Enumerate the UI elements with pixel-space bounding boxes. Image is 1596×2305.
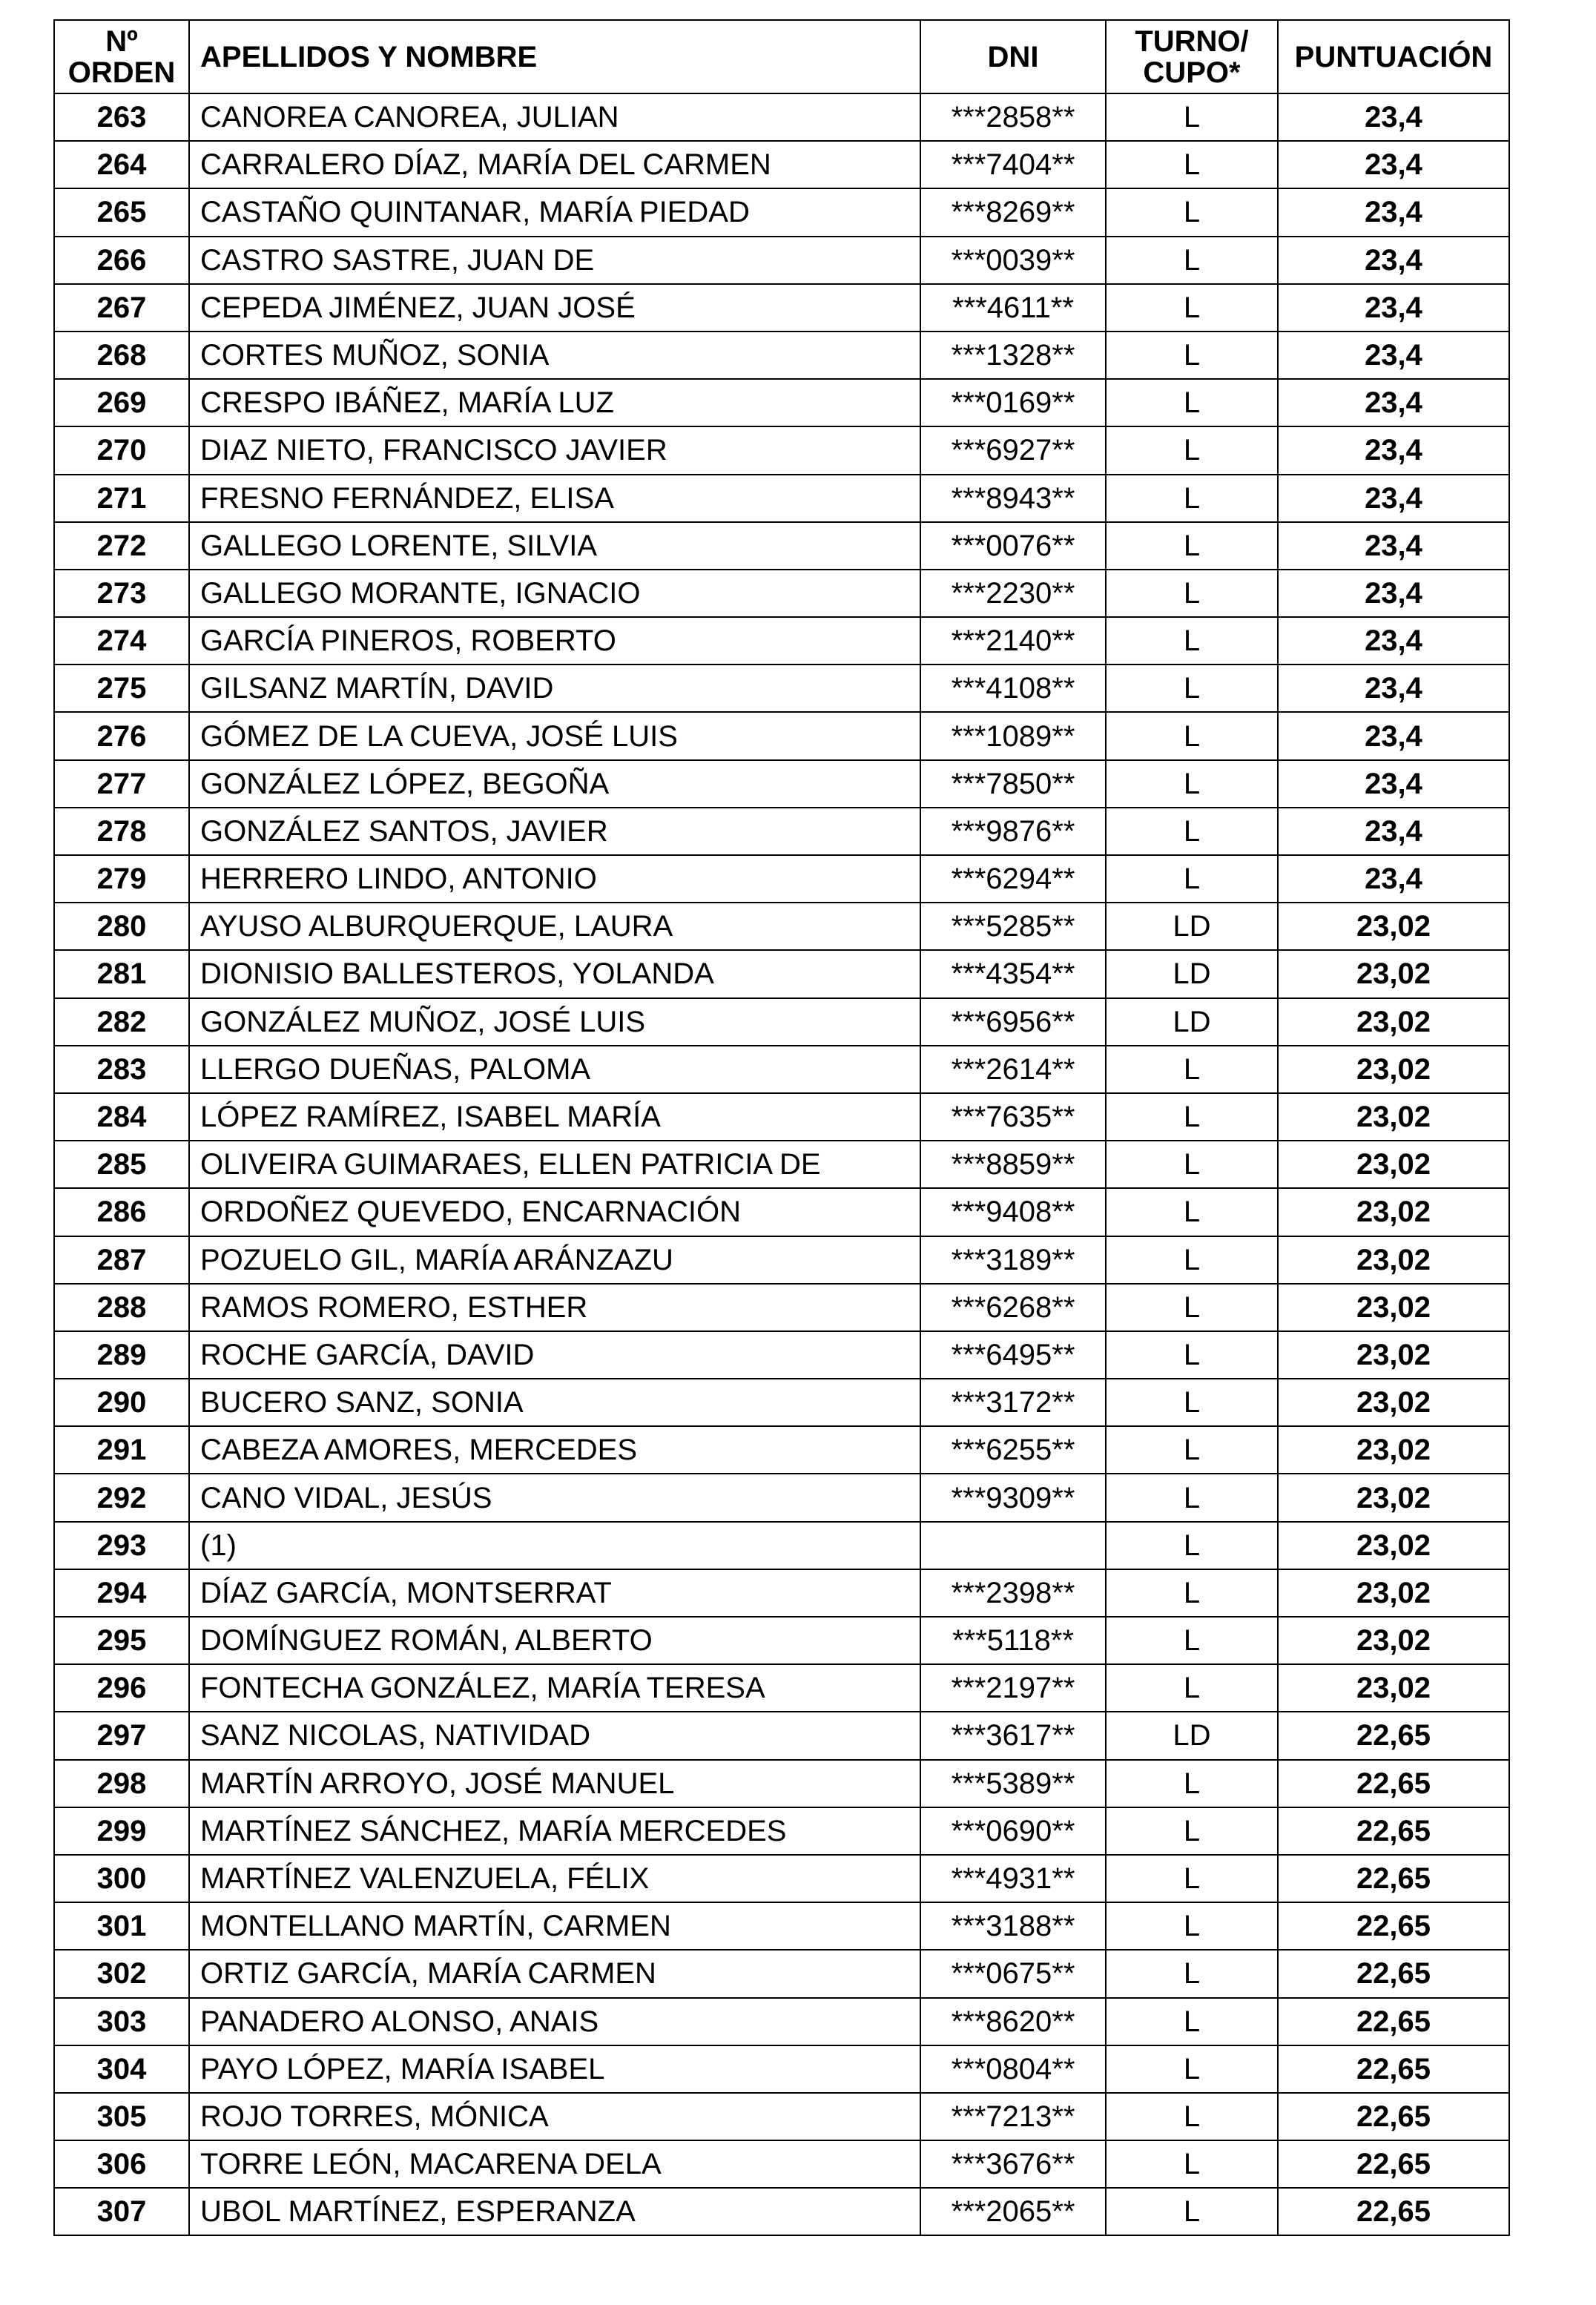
cell-name: ORDOÑEZ QUEVEDO, ENCARNACIÓN: [189, 1188, 920, 1236]
cell-order: 286: [54, 1188, 189, 1236]
cell-turno: L: [1106, 1379, 1278, 1426]
header-dni: DNI: [920, 20, 1106, 93]
cell-turno: L: [1106, 426, 1278, 474]
cell-turno: L: [1106, 1474, 1278, 1521]
table-row: [54, 1760, 1509, 1807]
cell-order: 269: [54, 379, 189, 426]
cell-dni: ***1328**: [920, 332, 1106, 379]
cell-turno: L: [1106, 1141, 1278, 1188]
cell-dni: ***0076**: [920, 522, 1106, 570]
cell-score: 23,4: [1278, 284, 1509, 332]
cell-score: 23,4: [1278, 665, 1509, 712]
cell-name: CABEZA AMORES, MERCEDES: [189, 1426, 920, 1474]
cell-turno: L: [1106, 808, 1278, 855]
cell-order: 305: [54, 2093, 189, 2140]
cell-turno: LD: [1106, 1712, 1278, 1759]
cell-dni: ***0039**: [920, 237, 1106, 284]
cell-dni: ***9876**: [920, 808, 1106, 855]
cell-dni: ***0169**: [920, 379, 1106, 426]
cell-order: 267: [54, 284, 189, 332]
cell-dni: [920, 1522, 1106, 1569]
table-row: [54, 950, 1509, 997]
cell-order: 268: [54, 332, 189, 379]
cell-score: 23,02: [1278, 1426, 1509, 1474]
header-turno-line2: CUPO*: [1143, 56, 1241, 89]
table-row: [54, 2140, 1509, 2188]
cell-score: 23,02: [1278, 903, 1509, 950]
table-row: [54, 855, 1509, 903]
header-turno-line1: TURNO/: [1135, 24, 1249, 58]
cell-turno: L: [1106, 1902, 1278, 1950]
cell-name: GALLEGO LORENTE, SILVIA: [189, 522, 920, 570]
table-row: [54, 332, 1509, 379]
cell-order: 289: [54, 1331, 189, 1379]
cell-dni: ***3172**: [920, 1379, 1106, 1426]
cell-score: 23,02: [1278, 1141, 1509, 1188]
cell-order: 276: [54, 712, 189, 759]
cell-score: 23,02: [1278, 998, 1509, 1046]
cell-dni: ***7850**: [920, 760, 1106, 808]
cell-name: CRESPO IBÁÑEZ, MARÍA LUZ: [189, 379, 920, 426]
cell-score: 23,4: [1278, 237, 1509, 284]
cell-order: 304: [54, 2045, 189, 2093]
cell-turno: L: [1106, 1046, 1278, 1093]
cell-name: GÓMEZ DE LA CUEVA, JOSÉ LUIS: [189, 712, 920, 759]
cell-dni: ***2398**: [920, 1569, 1106, 1617]
cell-dni: ***2614**: [920, 1046, 1106, 1093]
cell-turno: L: [1106, 1807, 1278, 1855]
table-row: [54, 1569, 1509, 1617]
cell-score: 23,02: [1278, 1188, 1509, 1236]
cell-order: 307: [54, 2188, 189, 2235]
cell-turno: L: [1106, 2045, 1278, 2093]
cell-name: CARRALERO DÍAZ, MARÍA DEL CARMEN: [189, 141, 920, 188]
cell-score: 23,4: [1278, 475, 1509, 522]
cell-dni: ***8859**: [920, 1141, 1106, 1188]
cell-order: 274: [54, 617, 189, 665]
table-row: [54, 570, 1509, 617]
cell-dni: ***1089**: [920, 712, 1106, 759]
cell-score: 22,65: [1278, 1807, 1509, 1855]
cell-score: 23,4: [1278, 712, 1509, 759]
cell-score: 23,4: [1278, 379, 1509, 426]
table-row: [54, 1807, 1509, 1855]
cell-turno: L: [1106, 1522, 1278, 1569]
table-body: [54, 93, 1509, 2235]
cell-score: 23,4: [1278, 426, 1509, 474]
cell-dni: ***4931**: [920, 1855, 1106, 1902]
table-row: [54, 237, 1509, 284]
cell-order: 290: [54, 1379, 189, 1426]
cell-score: 23,02: [1278, 1474, 1509, 1521]
cell-name: RAMOS ROMERO, ESTHER: [189, 1284, 920, 1331]
cell-dni: ***0690**: [920, 1807, 1106, 1855]
cell-name: GALLEGO MORANTE, IGNACIO: [189, 570, 920, 617]
table-row: [54, 998, 1509, 1046]
cell-turno: L: [1106, 475, 1278, 522]
cell-name: POZUELO GIL, MARÍA ARÁNZAZU: [189, 1236, 920, 1284]
cell-score: 23,02: [1278, 1617, 1509, 1664]
table-row: [54, 1712, 1509, 1759]
cell-order: 303: [54, 1998, 189, 2045]
cell-order: 300: [54, 1855, 189, 1902]
cell-name: ROJO TORRES, MÓNICA: [189, 2093, 920, 2140]
cell-name: (1): [189, 1522, 920, 1569]
cell-turno: L: [1106, 379, 1278, 426]
table-row: [54, 1902, 1509, 1950]
cell-turno: L: [1106, 2093, 1278, 2140]
cell-name: ORTIZ GARCÍA, MARÍA CARMEN: [189, 1950, 920, 1997]
cell-order: 306: [54, 2140, 189, 2188]
table-row: [54, 2188, 1509, 2235]
cell-turno: L: [1106, 1664, 1278, 1712]
cell-turno: L: [1106, 1569, 1278, 1617]
cell-turno: L: [1106, 760, 1278, 808]
cell-turno: L: [1106, 332, 1278, 379]
cell-name: GONZÁLEZ MUÑOZ, JOSÉ LUIS: [189, 998, 920, 1046]
header-order-line1: Nº: [105, 24, 138, 58]
cell-name: CANOREA CANOREA, JULIAN: [189, 93, 920, 141]
cell-order: 278: [54, 808, 189, 855]
table-row: [54, 1141, 1509, 1188]
results-table: [53, 19, 1510, 2236]
cell-dni: ***3189**: [920, 1236, 1106, 1284]
cell-turno: L: [1106, 1950, 1278, 1997]
cell-score: 22,65: [1278, 2140, 1509, 2188]
cell-name: TORRE LEÓN, MACARENA DELA: [189, 2140, 920, 2188]
cell-dni: ***2065**: [920, 2188, 1106, 2235]
cell-dni: ***9309**: [920, 1474, 1106, 1521]
cell-score: 23,02: [1278, 1379, 1509, 1426]
table-row: [54, 1664, 1509, 1712]
cell-turno: L: [1106, 1617, 1278, 1664]
table-row: [54, 1522, 1509, 1569]
cell-score: 23,4: [1278, 570, 1509, 617]
cell-turno: L: [1106, 1855, 1278, 1902]
cell-turno: L: [1106, 141, 1278, 188]
cell-dni: ***2197**: [920, 1664, 1106, 1712]
cell-dni: ***7404**: [920, 141, 1106, 188]
cell-dni: ***9408**: [920, 1188, 1106, 1236]
cell-order: 301: [54, 1902, 189, 1950]
table-row: [54, 1998, 1509, 2045]
table-row: [54, 712, 1509, 759]
cell-name: FONTECHA GONZÁLEZ, MARÍA TERESA: [189, 1664, 920, 1712]
cell-dni: ***3188**: [920, 1902, 1106, 1950]
cell-name: PANADERO ALONSO, ANAIS: [189, 1998, 920, 2045]
cell-order: 293: [54, 1522, 189, 1569]
table-row: [54, 522, 1509, 570]
cell-turno: L: [1106, 1093, 1278, 1141]
cell-score: 23,4: [1278, 855, 1509, 903]
table-row: [54, 808, 1509, 855]
header-turno: [1106, 20, 1278, 93]
header-name: APELLIDOS Y NOMBRE: [189, 20, 920, 93]
table-row: [54, 1046, 1509, 1093]
cell-order: 265: [54, 188, 189, 236]
cell-turno: L: [1106, 2140, 1278, 2188]
cell-order: 295: [54, 1617, 189, 1664]
cell-order: 270: [54, 426, 189, 474]
cell-name: CORTES MUÑOZ, SONIA: [189, 332, 920, 379]
cell-dni: ***3676**: [920, 2140, 1106, 2188]
cell-dni: ***2140**: [920, 617, 1106, 665]
cell-order: 272: [54, 522, 189, 570]
cell-name: FRESNO FERNÁNDEZ, ELISA: [189, 475, 920, 522]
cell-score: 22,65: [1278, 1855, 1509, 1902]
table-row: [54, 760, 1509, 808]
cell-name: UBOL MARTÍNEZ, ESPERANZA: [189, 2188, 920, 2235]
cell-score: 23,02: [1278, 1569, 1509, 1617]
cell-turno: L: [1106, 712, 1278, 759]
cell-turno: LD: [1106, 903, 1278, 950]
table-row: [54, 475, 1509, 522]
cell-dni: ***5118**: [920, 1617, 1106, 1664]
table-row: [54, 1284, 1509, 1331]
cell-score: 22,65: [1278, 1760, 1509, 1807]
cell-name: CANO VIDAL, JESÚS: [189, 1474, 920, 1521]
cell-order: 283: [54, 1046, 189, 1093]
table-row: [54, 665, 1509, 712]
cell-name: GARCÍA PINEROS, ROBERTO: [189, 617, 920, 665]
cell-order: 294: [54, 1569, 189, 1617]
table-row: [54, 2045, 1509, 2093]
cell-score: 23,4: [1278, 188, 1509, 236]
cell-name: CASTAÑO QUINTANAR, MARÍA PIEDAD: [189, 188, 920, 236]
table-row: [54, 379, 1509, 426]
table-row: [54, 93, 1509, 141]
cell-order: 282: [54, 998, 189, 1046]
table-row: [54, 617, 1509, 665]
cell-name: MARTÍNEZ VALENZUELA, FÉLIX: [189, 1855, 920, 1902]
cell-order: 298: [54, 1760, 189, 1807]
cell-dni: ***6268**: [920, 1284, 1106, 1331]
cell-turno: L: [1106, 1426, 1278, 1474]
cell-name: LÓPEZ RAMÍREZ, ISABEL MARÍA: [189, 1093, 920, 1141]
cell-score: 22,65: [1278, 1950, 1509, 1997]
table-row: [54, 1379, 1509, 1426]
table-row: [54, 188, 1509, 236]
table-row: [54, 1855, 1509, 1902]
cell-name: HERRERO LINDO, ANTONIO: [189, 855, 920, 903]
cell-name: GONZÁLEZ LÓPEZ, BEGOÑA: [189, 760, 920, 808]
cell-turno: L: [1106, 2188, 1278, 2235]
cell-name: GONZÁLEZ SANTOS, JAVIER: [189, 808, 920, 855]
cell-dni: ***4108**: [920, 665, 1106, 712]
cell-name: CEPEDA JIMÉNEZ, JUAN JOSÉ: [189, 284, 920, 332]
cell-order: 275: [54, 665, 189, 712]
cell-name: MARTÍNEZ SÁNCHEZ, MARÍA MERCEDES: [189, 1807, 920, 1855]
cell-name: PAYO LÓPEZ, MARÍA ISABEL: [189, 2045, 920, 2093]
cell-dni: ***5285**: [920, 903, 1106, 950]
cell-dni: ***4611**: [920, 284, 1106, 332]
cell-name: DÍAZ GARCÍA, MONTSERRAT: [189, 1569, 920, 1617]
cell-dni: ***7635**: [920, 1093, 1106, 1141]
header-order: [54, 20, 189, 93]
cell-dni: ***7213**: [920, 2093, 1106, 2140]
cell-dni: ***0675**: [920, 1950, 1106, 1997]
cell-turno: L: [1106, 1188, 1278, 1236]
cell-turno: L: [1106, 617, 1278, 665]
cell-score: 22,65: [1278, 2093, 1509, 2140]
cell-name: OLIVEIRA GUIMARAES, ELLEN PATRICIA DE: [189, 1141, 920, 1188]
cell-score: 23,4: [1278, 808, 1509, 855]
cell-name: DOMÍNGUEZ ROMÁN, ALBERTO: [189, 1617, 920, 1664]
cell-score: 23,02: [1278, 1331, 1509, 1379]
cell-dni: ***3617**: [920, 1712, 1106, 1759]
cell-turno: L: [1106, 93, 1278, 141]
cell-dni: ***8620**: [920, 1998, 1106, 2045]
cell-order: 302: [54, 1950, 189, 1997]
cell-turno: L: [1106, 1236, 1278, 1284]
cell-order: 264: [54, 141, 189, 188]
table-row: [54, 426, 1509, 474]
cell-order: 284: [54, 1093, 189, 1141]
table-row: [54, 284, 1509, 332]
cell-name: MONTELLANO MARTÍN, CARMEN: [189, 1902, 920, 1950]
cell-score: 23,02: [1278, 1046, 1509, 1093]
cell-score: 23,4: [1278, 522, 1509, 570]
cell-score: 22,65: [1278, 2188, 1509, 2235]
cell-score: 22,65: [1278, 2045, 1509, 2093]
table-row: [54, 141, 1509, 188]
table-row: [54, 2093, 1509, 2140]
cell-turno: L: [1106, 188, 1278, 236]
cell-dni: ***6927**: [920, 426, 1106, 474]
cell-name: LLERGO DUEÑAS, PALOMA: [189, 1046, 920, 1093]
cell-name: AYUSO ALBURQUERQUE, LAURA: [189, 903, 920, 950]
cell-name: BUCERO SANZ, SONIA: [189, 1379, 920, 1426]
header-row: [54, 20, 1509, 93]
cell-score: 23,02: [1278, 1664, 1509, 1712]
cell-order: 273: [54, 570, 189, 617]
cell-order: 285: [54, 1141, 189, 1188]
cell-order: 266: [54, 237, 189, 284]
cell-name: MARTÍN ARROYO, JOSÉ MANUEL: [189, 1760, 920, 1807]
cell-name: DIONISIO BALLESTEROS, YOLANDA: [189, 950, 920, 997]
table-row: [54, 903, 1509, 950]
cell-name: DIAZ NIETO, FRANCISCO JAVIER: [189, 426, 920, 474]
cell-score: 23,4: [1278, 617, 1509, 665]
table-row: [54, 1188, 1509, 1236]
cell-score: 22,65: [1278, 1902, 1509, 1950]
cell-dni: ***2858**: [920, 93, 1106, 141]
cell-order: 288: [54, 1284, 189, 1331]
cell-order: 299: [54, 1807, 189, 1855]
cell-turno: L: [1106, 237, 1278, 284]
cell-turno: L: [1106, 570, 1278, 617]
table-row: [54, 1093, 1509, 1141]
cell-order: 280: [54, 903, 189, 950]
cell-turno: L: [1106, 284, 1278, 332]
cell-dni: ***6294**: [920, 855, 1106, 903]
cell-score: 23,4: [1278, 332, 1509, 379]
cell-score: 23,4: [1278, 760, 1509, 808]
cell-name: GILSANZ MARTÍN, DAVID: [189, 665, 920, 712]
cell-score: 23,02: [1278, 1236, 1509, 1284]
cell-dni: ***6956**: [920, 998, 1106, 1046]
cell-score: 22,65: [1278, 1712, 1509, 1759]
cell-score: 23,02: [1278, 1284, 1509, 1331]
cell-turno: L: [1106, 665, 1278, 712]
cell-score: 23,02: [1278, 1522, 1509, 1569]
cell-score: 23,4: [1278, 141, 1509, 188]
cell-score: 22,65: [1278, 1998, 1509, 2045]
cell-dni: ***8269**: [920, 188, 1106, 236]
table-row: [54, 1950, 1509, 1997]
cell-order: 297: [54, 1712, 189, 1759]
table-row: [54, 1331, 1509, 1379]
cell-turno: L: [1106, 1760, 1278, 1807]
cell-order: 291: [54, 1426, 189, 1474]
cell-order: 271: [54, 475, 189, 522]
cell-dni: ***0804**: [920, 2045, 1106, 2093]
table-row: [54, 1474, 1509, 1521]
cell-turno: LD: [1106, 998, 1278, 1046]
cell-name: ROCHE GARCÍA, DAVID: [189, 1331, 920, 1379]
cell-score: 23,02: [1278, 1093, 1509, 1141]
table-row: [54, 1617, 1509, 1664]
cell-turno: LD: [1106, 950, 1278, 997]
cell-turno: L: [1106, 522, 1278, 570]
cell-turno: L: [1106, 1284, 1278, 1331]
cell-score: 23,02: [1278, 950, 1509, 997]
cell-order: 296: [54, 1664, 189, 1712]
cell-dni: ***4354**: [920, 950, 1106, 997]
cell-order: 279: [54, 855, 189, 903]
table-row: [54, 1426, 1509, 1474]
cell-name: SANZ NICOLAS, NATIVIDAD: [189, 1712, 920, 1759]
cell-turno: L: [1106, 1331, 1278, 1379]
cell-order: 281: [54, 950, 189, 997]
cell-dni: ***8943**: [920, 475, 1106, 522]
cell-dni: ***6255**: [920, 1426, 1106, 1474]
cell-dni: ***2230**: [920, 570, 1106, 617]
cell-order: 277: [54, 760, 189, 808]
header-order-line2: ORDEN: [67, 56, 176, 89]
cell-order: 287: [54, 1236, 189, 1284]
cell-turno: L: [1106, 855, 1278, 903]
cell-score: 23,4: [1278, 93, 1509, 141]
cell-name: CASTRO SASTRE, JUAN DE: [189, 237, 920, 284]
table-row: [54, 1236, 1509, 1284]
cell-dni: ***6495**: [920, 1331, 1106, 1379]
cell-dni: ***5389**: [920, 1760, 1106, 1807]
cell-order: 263: [54, 93, 189, 141]
table-header: [54, 20, 1509, 93]
header-score: PUNTUACIÓN: [1278, 20, 1509, 93]
cell-turno: L: [1106, 1998, 1278, 2045]
cell-order: 292: [54, 1474, 189, 1521]
